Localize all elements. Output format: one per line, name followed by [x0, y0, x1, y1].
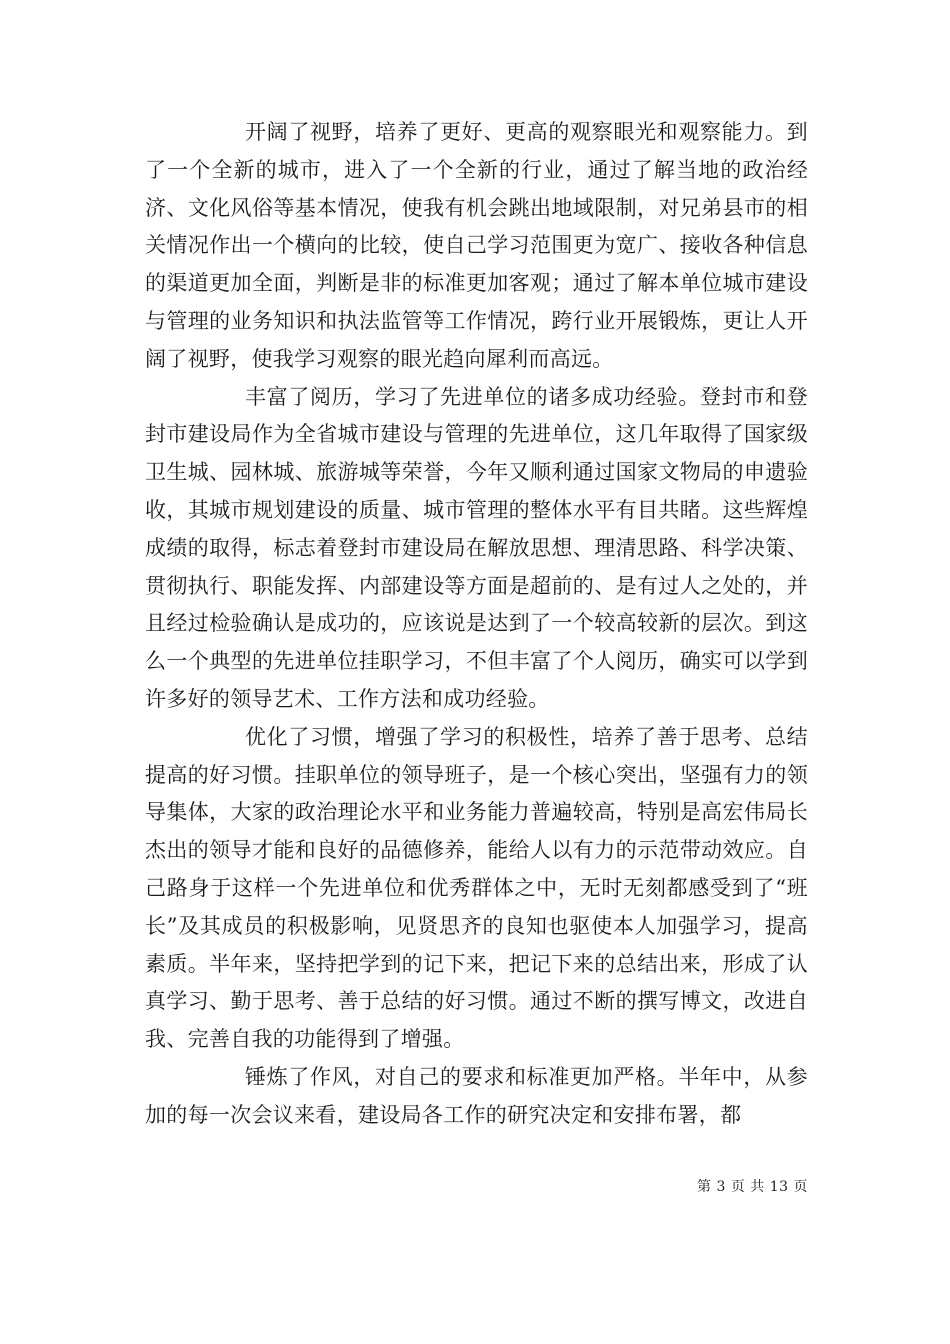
paragraph-2: 丰富了阅历，学习了先进单位的诸多成功经验。登封市和登封市建设局作为全省城市建设与管理的先进单位，这几年取得了国家级卫生城、园林城、旅游城等荣誉，今年又顺利通过国家文物局的申遗验收，其城市规划建设的质量、城市管理的整体水平有目共睹。这些辉煌成绩的取得，标志着登封市建设局在解放思想、理清思路、科学决策、贯彻执行、职能发挥、内部建设等方面是超前的、是有过人之处的，并且经过检验确认是成功的，应该说是达到了一个较高较新的层次。到这么一个典型的先进单位挂职学习，不但丰富了个人阅历，确实可以学到许多好的领导艺术、工作方法和成功经验。 [145, 384, 808, 711]
paragraph-3: 优化了习惯，增强了学习的积极性，培养了善于思考、总结提高的好习惯。挂职单位的领导班子，是一个核心突出，坚强有力的领导集体，大家的政治理论水平和业务能力普遍较高，特别是高宏伟局长杰出的领导才能和良好的品德修养，能给人以有力的示范带动效应。自己路身于这样一个先进单位和优秀群体之中，无时无刻都感受到了“班长”及其成员的积极影响，见贤思齐的良知也驱使本人加强学习，提高素质。半年来，坚持把学到的记下来，把记下来的总结出来，形成了认真学习、勤于思考、善于总结的好习惯。通过不断的撰写博文，改进自我、完善自我的功能得到了增强。 [145, 724, 808, 1052]
body-text [145, 114, 808, 1135]
paragraph-4: 锤炼了作风，对自己的要求和标准更加严格。半年中，从参加的每一次会议来看，建设局各工作的研究决定和安排布署，都 [145, 1064, 808, 1127]
page-number-footer: 第 3 页 共 13 页 [697, 1179, 808, 1195]
paragraph-1: 开阔了视野，培养了更好、更高的观察眼光和观察能力。到了一个全新的城市，进入了一个全新的行业，通过了解当地的政治经济、文化风俗等基本情况，使我有机会跳出地域限制，对兄弟县市的相关情况作出一个横向的比较，使自己学习范围更为宽广、接收各种信息的渠道更加全面，判断是非的标准更加客观；通过了解本单位城市建设与管理的业务知识和执法监管等工作情况，跨行业开展锻炼，更让人开阔了视野，使我学习观察的眼光趋向犀利而高远。 [145, 120, 808, 371]
